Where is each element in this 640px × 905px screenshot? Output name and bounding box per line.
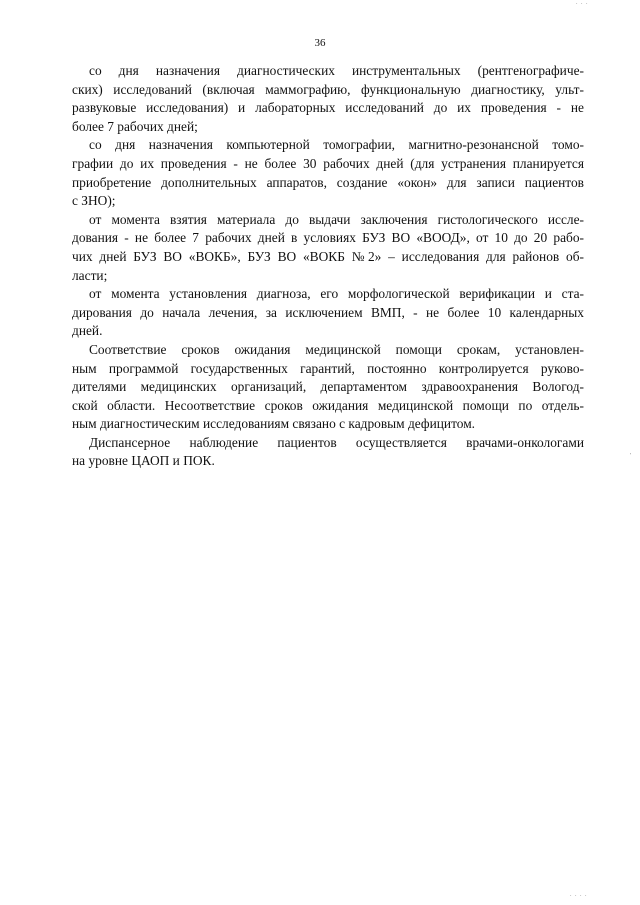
text-line: дителями медицинских организаций, департаментом здравоохранения Вологод- — [72, 379, 584, 395]
paragraph — [72, 136, 584, 210]
text-line: от момента установления диагноза, его морфологической верификации и ста- — [89, 286, 584, 302]
scan-speck: ' — [630, 453, 633, 459]
text-line: на уровне ЦАОП и ПОК. — [72, 453, 215, 469]
paragraph — [72, 434, 584, 471]
paragraph — [72, 62, 584, 136]
text-line: со дня назначения компьютерной томографии, магнитно-резонансной томо- — [89, 137, 584, 153]
paragraph — [72, 341, 584, 434]
text-line: Соответствие сроков ожидания медицинской помощи срокам, установлен- — [89, 341, 584, 357]
text-line: ным программой государственных гарантий, постоянно контролируется руково- — [72, 360, 584, 376]
text-line: более 7 рабочих дней; — [72, 118, 198, 134]
document-body — [72, 62, 584, 471]
text-line: развуковые исследования) и лабораторных исследований до их проведения - не — [72, 100, 584, 116]
text-line: Диспансерное наблюдение пациентов осуществляется врачами-онкологами — [89, 434, 584, 450]
text-line: со дня назначения диагностических инструментальных (рентгенографиче- — [89, 63, 584, 78]
text-line: с ЗНО); — [72, 193, 116, 209]
text-line: ласти; — [72, 267, 108, 283]
paragraph — [72, 285, 584, 341]
text-line: дирования до начала лечения, за исключением ВМП, - не более 10 календарных — [72, 304, 584, 320]
text-line: ских) исследований (включая маммографию, функциональную диагностику, ульт- — [72, 81, 584, 97]
text-line: приобретение дополнительных аппаратов, создание «окон» для записи пациентов — [72, 174, 584, 190]
text-line: дней. — [72, 323, 103, 339]
text-line: от момента взятия материала до выдачи заключения гистологического иссле- — [89, 211, 584, 227]
text-line: ской области. Несоответствие сроков ожидания медицинской помощи по отдель- — [72, 397, 584, 413]
page-number: 36 — [314, 37, 326, 49]
paragraph — [72, 211, 584, 285]
scan-speck: . . . — [576, 0, 589, 6]
text-line: ным диагностическим исследованиям связано с кадровым дефицитом. — [72, 416, 476, 432]
scan-speck: . . . . — [570, 892, 588, 898]
text-line: графии до их проведения - не более 30 рабочих дней (для устранения планируется — [72, 155, 584, 171]
text-line: дования - не более 7 рабочих дней в условиях БУЗ ВО «ВООД», от 10 до 20 рабо- — [72, 230, 584, 246]
text-line: чих дней БУЗ ВО «ВОКБ», БУЗ ВО «ВОКБ №2» – исследования для районов об- — [72, 248, 584, 264]
